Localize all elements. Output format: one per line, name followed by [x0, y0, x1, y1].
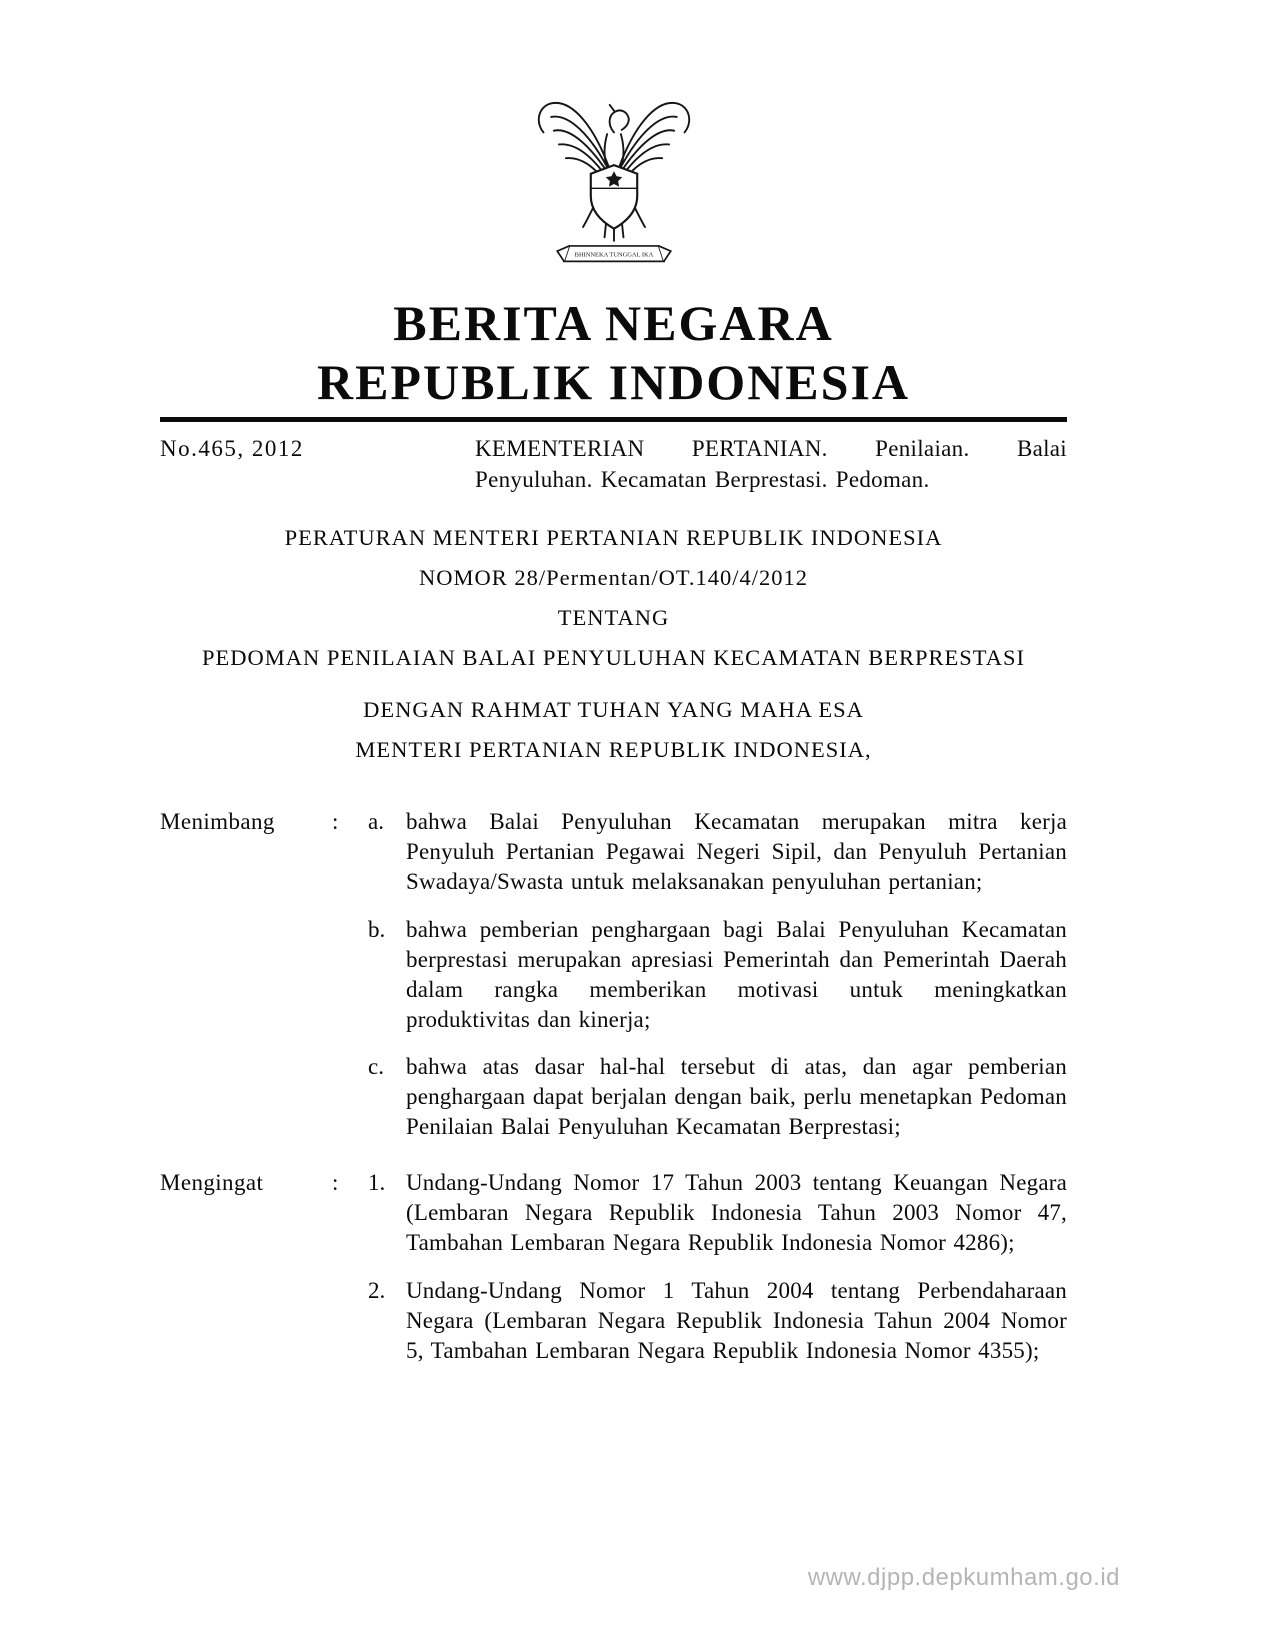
legal-basis-row-1	[160, 1168, 1067, 1258]
menimbang-label: Menimbang	[160, 809, 275, 835]
mengingat-label: Mengingat	[160, 1170, 264, 1196]
masthead-divider	[160, 417, 1067, 422]
masthead-title	[160, 294, 1067, 411]
issue-row	[160, 434, 1067, 495]
clause-text: bahwa pemberian penghargaan bagi Balai Penyuluhan Kecamatan berprestasi merupakan apresiasi Pemerintah dan Pemerintah Daerah dalam rangka memberikan motivasi untuk meningkatkan produktivitas dan kinerja;	[406, 916, 1067, 1032]
item-marker: c.	[368, 1054, 384, 1080]
menimbang-colon: :	[332, 809, 339, 835]
masthead-line2: REPUBLIK INDONESIA	[316, 353, 911, 410]
regulation-title-line1: PERATURAN MENTERI PERTANIAN REPUBLIK INDONESIA	[284, 525, 943, 551]
consideration-row-b	[160, 915, 1067, 1035]
emblem-container	[160, 0, 1067, 274]
regulation-subject: PEDOMAN PENILAIAN BALAI PENYULUHAN KECAMATAN BERPRESTASI	[201, 645, 1026, 671]
legal-basis-row-2	[160, 1276, 1067, 1366]
regulation-number: NOMOR 28/Permentan/OT.140/4/2012	[418, 565, 809, 591]
clause-text: Undang-Undang Nomor 1 Tahun 2004 tentang Perbendaharaan Negara (Lembaran Negara Republik Indonesia Tahun 2004 Nomor 5, Tambahan Lembaran Negara Republik Indonesia Nomor 4355);	[406, 1277, 1067, 1363]
item-marker: b.	[368, 916, 386, 942]
masthead-line1: BERITA NEGARA	[393, 295, 834, 351]
clause-text: bahwa Balai Penyuluhan Kecamatan merupakan mitra kerja Penyuluh Pertanian Pegawai Negeri Sipil, dan Penyuluh Pertanian Swadaya/Swasta untuk melaksanakan penyuluhan pertanian;	[406, 809, 1067, 894]
clause-text: Undang-Undang Nomor 17 Tahun 2003 tentang Keuangan Negara (Lembaran Negara Republik Indonesia Tahun 2003 Nomor 47, Tambahan Lembaran Negara Republik Indonesia Nomor 4286);	[406, 1170, 1067, 1255]
invocation-line: DENGAN RAHMAT TUHAN YANG MAHA ESA	[363, 697, 864, 723]
garuda-emblem-icon	[528, 82, 700, 274]
consideration-row-c	[160, 1052, 1067, 1142]
item-marker: 2.	[368, 1277, 386, 1303]
item-marker: a.	[368, 809, 384, 835]
regulation-title-block	[160, 525, 1067, 763]
issue-number: No.465, 2012	[160, 436, 304, 461]
consideration-row-a	[160, 807, 1067, 897]
mengingat-colon: :	[332, 1170, 339, 1196]
emblem-motto-text: BHINNEKA TUNGGAL IKA	[574, 251, 653, 259]
subject-abstract: KEMENTERIAN PERTANIAN. Penilaian. Balai Penyuluhan. Kecamatan Berprestasi. Pedoman.	[475, 436, 1067, 492]
regulation-tentang: TENTANG	[557, 605, 670, 631]
watermark-url: www.djpp.depkumham.go.id	[807, 1564, 1120, 1591]
clause-text: bahwa atas dasar hal-hal tersebut di atas, dan agar pemberian penghargaan dapat berjalan dengan baik, perlu menetapkan Pedoman Penilaian Balai Penyuluhan Kecamatan Berprestasi;	[406, 1054, 1067, 1140]
authority-line: MENTERI PERTANIAN REPUBLIK INDONESIA,	[355, 737, 872, 763]
item-marker: 1.	[368, 1170, 386, 1196]
